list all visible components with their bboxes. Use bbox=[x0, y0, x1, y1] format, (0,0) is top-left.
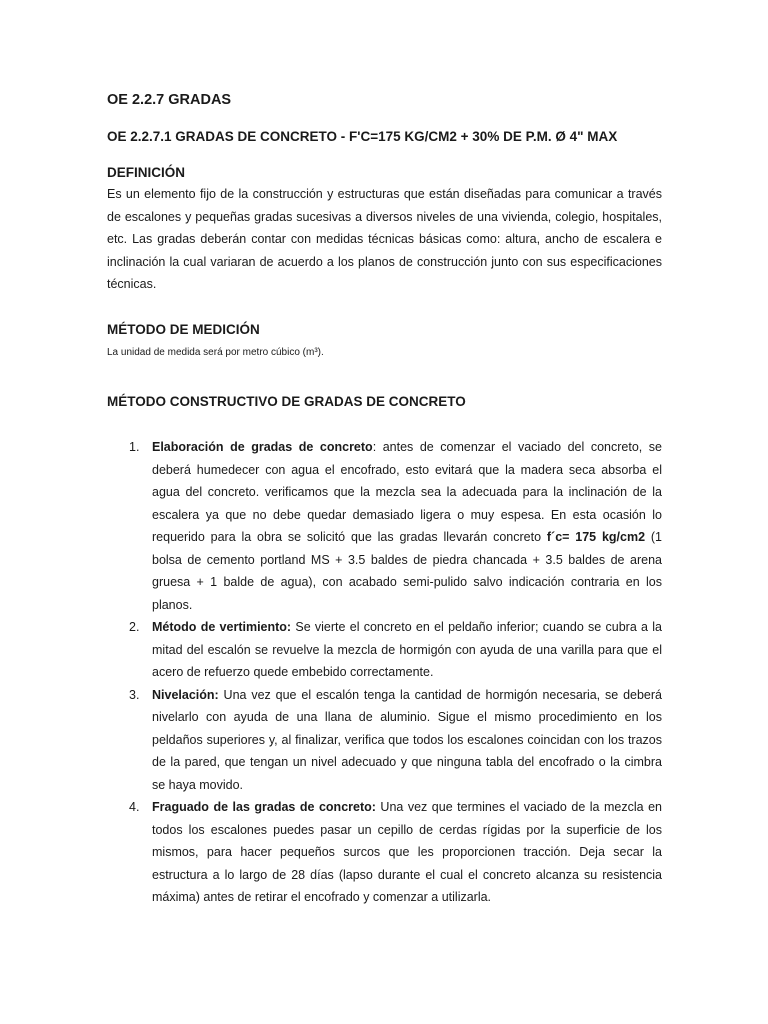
list-item bbox=[107, 436, 662, 616]
subsection-heading: OE 2.2.7.1 GRADAS DE CONCRETO - F'C=175 KG/CM2 + 30% DE P.M. Ø 4" MAX bbox=[107, 129, 618, 144]
measurement-title: MÉTODO DE MEDICIÓN bbox=[107, 322, 260, 337]
step-title: Elaboración de gradas de concreto bbox=[152, 440, 373, 454]
list-item bbox=[107, 684, 662, 797]
list-item bbox=[107, 796, 662, 909]
section-heading: OE 2.2.7 GRADAS bbox=[107, 92, 232, 108]
definition-title: DEFINICIÓN bbox=[107, 165, 186, 180]
measurement-text: La unidad de medida será por metro cúbico (m³). bbox=[107, 347, 324, 358]
construction-title: MÉTODO CONSTRUCTIVO DE GRADAS DE CONCRETO bbox=[107, 394, 466, 409]
step-number: 2. bbox=[129, 620, 140, 634]
step-number: 3. bbox=[129, 687, 140, 702]
step-text: Una vez que el escalón tenga la cantidad de hormigón necesaria, se deberá nivelarlo con ayuda de una llana de aluminio. Sigue el mismo procedimiento en los peldaños superiores y, al finalizar, verifica que todos los escalones coincidan con los trazos de la pared, que tengan un nivel adecuado y que ninguna tabla del encofrado o la cimbra se haya movido. bbox=[152, 687, 662, 792]
step-title: Nivelación: bbox=[152, 687, 219, 702]
definition-text: Es un elemento fijo de la construcción y estructuras que están diseñadas para comunicar a través de escalones y pequeñas gradas sucesivas a diversos niveles de una vivienda, colegio, hospitales, etc. Las gradas deberán contar con medidas técnicas básicas como: altura, ancho de escalera e inclinación la cual variaran de acuerdo a los planos de construcción junto con sus especificaciones técnicas. bbox=[107, 187, 662, 291]
step-text: Se vierte el concreto en el peldaño inferior; cuando se cubra a la mitad del escalón se revuelve la mezcla de hormigón con ayuda de una varilla para que el acero de refuerzo quede embebido correctamente. bbox=[152, 620, 662, 679]
step-number: 1. bbox=[129, 440, 140, 454]
construction-steps bbox=[107, 436, 662, 909]
list-item bbox=[107, 616, 662, 684]
step-number: 4. bbox=[129, 800, 140, 814]
step-title: Fraguado de las gradas de concreto: bbox=[152, 800, 376, 814]
concrete-spec: f´c= 175 kg/cm2 bbox=[546, 530, 646, 544]
step-text: (1 bolsa de cemento portland MS + 3.5 baldes de piedra chancada + 3.5 baldes de arena gruesa + 1 balde de agua), con acabado semi-pulido salvo indicación contraria en los planos. bbox=[152, 530, 662, 612]
step-text: : antes de comenzar el vaciado del concreto, se deberá humedecer con agua el encofrado, esto evitará que la madera seca absorba el agua del concreto. verificamos que la mezcla sea la adecuada para la inclinación de la escalera ya que no debe quedar demasiado ligera o muy espesa. En esta ocasión lo requerido para la obra se solicitó que las gradas llevarán concreto bbox=[152, 440, 662, 544]
step-text: Una vez que termines el vaciado de la mezcla en todos los escalones puedes pasar un cepillo de cerdas rígidas por la superficie de los mismos, para hacer pequeños surcos que les proporcionen tracción. Deja secar la estructura a lo largo de 28 días (lapso durante el cual el concreto alcanza su resistencia máxima) antes de retirar el encofrado y comenzar a utilizarla. bbox=[152, 800, 662, 904]
step-title: Método de vertimiento: bbox=[152, 620, 292, 634]
